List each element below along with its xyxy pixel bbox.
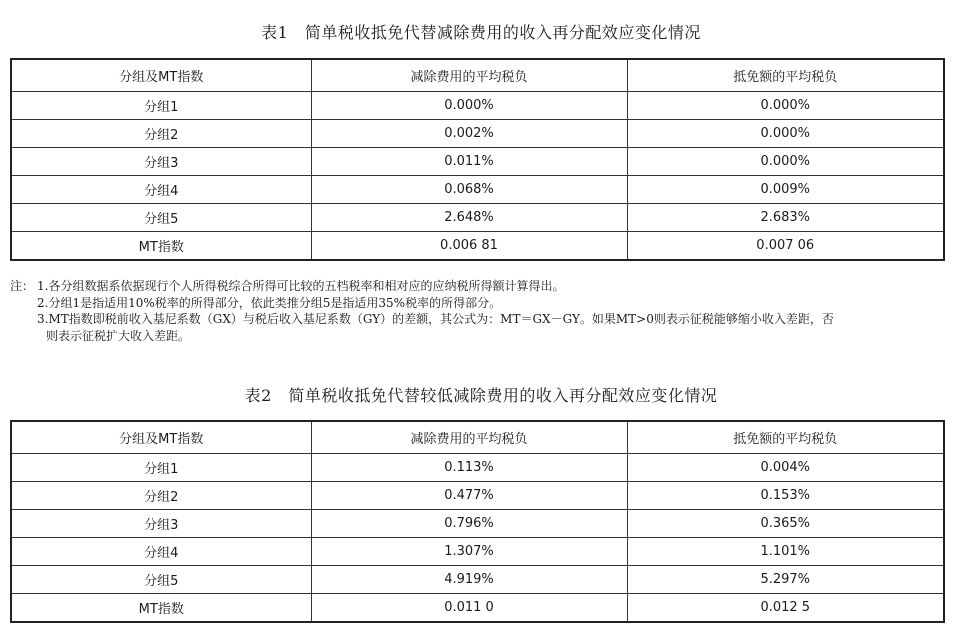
note-item: 1.各分组数据系依据现行个人所得税综合所得可比较的五档税率和相对应的应纳税所得额计算得出。 xyxy=(37,279,565,293)
table-cell: 0.000% xyxy=(311,92,627,120)
table-cell: 1.307% xyxy=(311,538,627,566)
table-cell: 分组1 xyxy=(11,454,311,482)
table-cell: 0.000% xyxy=(627,148,944,176)
table-cell: 分组5 xyxy=(11,566,311,594)
table-cell: 0.006 81 xyxy=(311,232,627,261)
note-item: 2.分组1是指适用10%税率的所得部分，依此类推分组5是指适用35%税率的所得部分。 xyxy=(37,295,502,310)
table-cell: 0.796% xyxy=(311,510,627,538)
table-row xyxy=(11,510,944,538)
note-prefix: 注： xyxy=(10,279,35,293)
table2-header-row xyxy=(11,421,944,454)
table-cell: 分组4 xyxy=(11,176,311,204)
table-cell: 0.004% xyxy=(627,454,944,482)
table-cell: 2.648% xyxy=(311,204,627,232)
table-cell: 1.101% xyxy=(627,538,944,566)
table-cell: 0.000% xyxy=(627,120,944,148)
table-row xyxy=(11,176,944,204)
table-cell: MT指数 xyxy=(11,594,311,623)
table-cell: 分组3 xyxy=(11,148,311,176)
table-row xyxy=(11,538,944,566)
note-continuation: 则表示征税扩大收入差距。 xyxy=(46,328,191,343)
note-line xyxy=(10,278,950,295)
table-cell: 0.012 5 xyxy=(627,594,944,623)
table2-header-group: 分组及MT指数 xyxy=(11,421,311,454)
table-row xyxy=(11,148,944,176)
table-cell: 0.011% xyxy=(311,148,627,176)
table-cell: 分组3 xyxy=(11,510,311,538)
table-cell: 分组4 xyxy=(11,538,311,566)
table-cell: 4.919% xyxy=(311,566,627,594)
table-cell: 0.007 06 xyxy=(627,232,944,261)
table-cell: 0.365% xyxy=(627,510,944,538)
table1-header-deduction: 减除费用的平均税负 xyxy=(311,59,627,92)
table-cell: 0.011 0 xyxy=(311,594,627,623)
table-cell: 分组2 xyxy=(11,482,311,510)
table-row xyxy=(11,92,944,120)
table1-header-group: 分组及MT指数 xyxy=(11,59,311,92)
table-cell: 0.477% xyxy=(311,482,627,510)
table1-notes xyxy=(10,278,950,344)
table-row xyxy=(11,120,944,148)
table2-header-credit: 抵免额的平均税负 xyxy=(627,421,944,454)
table2-header-deduction: 减除费用的平均税负 xyxy=(311,421,627,454)
table1-title: 表1 简单税收抵免代替减除费用的收入再分配效应变化情况 xyxy=(261,23,701,42)
table1-header-credit: 抵免额的平均税负 xyxy=(627,59,944,92)
table-row xyxy=(11,566,944,594)
table-cell: 0.113% xyxy=(311,454,627,482)
table1 xyxy=(10,58,945,261)
table-row xyxy=(11,232,944,261)
table2-title: 表2 简单税收抵免代替较低减除费用的收入再分配效应变化情况 xyxy=(244,386,718,405)
table-row xyxy=(11,454,944,482)
note-item: 3.MT指数即税前收入基尼系数（GX）与税后收入基尼系数（GY）的差额，其公式为：MT＝GX－GY。如果MT>0则表示征税能够缩小收入差距，否 xyxy=(37,312,834,326)
table-cell: 分组5 xyxy=(11,204,311,232)
table-cell: MT指数 xyxy=(11,232,311,261)
table-cell: 分组1 xyxy=(11,92,311,120)
table-cell: 0.153% xyxy=(627,482,944,510)
table-cell: 0.009% xyxy=(627,176,944,204)
table-row xyxy=(11,594,944,623)
table-row xyxy=(11,482,944,510)
table1-header-row xyxy=(11,59,944,92)
table-cell: 5.297% xyxy=(627,566,944,594)
table-cell: 0.000% xyxy=(627,92,944,120)
table-row xyxy=(11,204,944,232)
table2 xyxy=(10,420,945,623)
table-cell: 2.683% xyxy=(627,204,944,232)
table-cell: 0.002% xyxy=(311,120,627,148)
table-cell: 0.068% xyxy=(311,176,627,204)
table-cell: 分组2 xyxy=(11,120,311,148)
